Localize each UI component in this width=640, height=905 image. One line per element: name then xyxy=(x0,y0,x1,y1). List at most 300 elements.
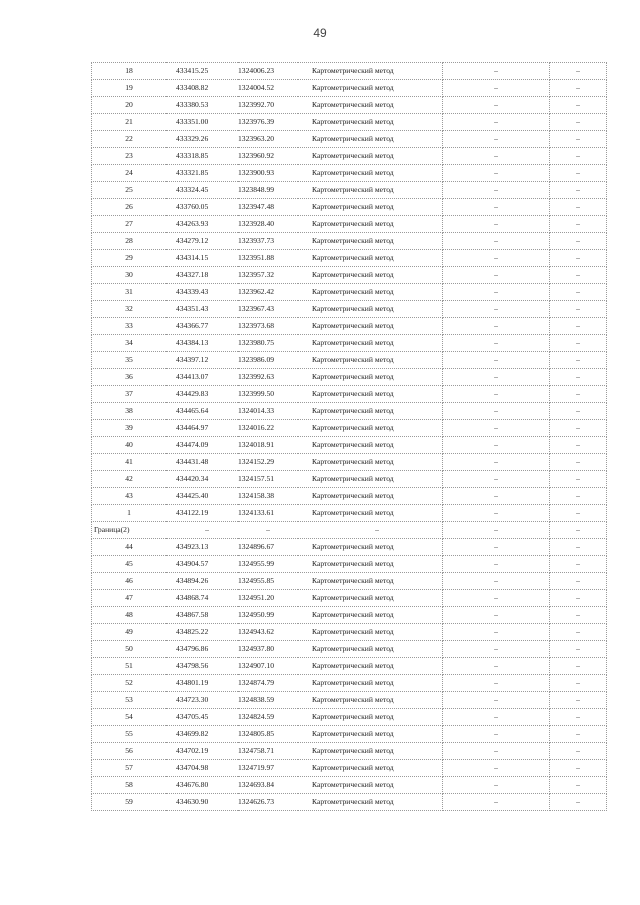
point-number: 39 xyxy=(92,420,167,437)
point-y: 1323900.93 xyxy=(238,165,298,182)
point-number: 29 xyxy=(92,250,167,267)
point-number: 33 xyxy=(92,318,167,335)
point-col-a: – xyxy=(443,675,550,692)
point-col-b: – xyxy=(550,743,607,760)
point-col-b: – xyxy=(550,709,607,726)
point-y: 1323963.20 xyxy=(238,131,298,148)
point-col-b: – xyxy=(550,267,607,284)
point-col-b: – xyxy=(550,233,607,250)
point-method: Картометрический метод xyxy=(298,658,443,675)
point-x: 434894.26 xyxy=(166,573,238,590)
point-col-b: – xyxy=(550,573,607,590)
point-y: 1323967.43 xyxy=(238,301,298,318)
point-col-b: – xyxy=(550,386,607,403)
point-y: 1324158.38 xyxy=(238,488,298,505)
point-col-b: – xyxy=(550,148,607,165)
point-col-b: – xyxy=(550,726,607,743)
point-y: 1323973.68 xyxy=(238,318,298,335)
point-method: Картометрический метод xyxy=(298,267,443,284)
point-y: 1323947.48 xyxy=(238,199,298,216)
point-y: 1324626.73 xyxy=(238,794,298,811)
point-col-a: – xyxy=(443,420,550,437)
point-y: 1324157.51 xyxy=(238,471,298,488)
table-row xyxy=(92,335,607,352)
point-x: 434702.19 xyxy=(166,743,238,760)
table-row xyxy=(92,63,607,80)
point-x: 433321.85 xyxy=(166,165,238,182)
point-method: Картометрический метод xyxy=(298,250,443,267)
point-x: 434465.64 xyxy=(166,403,238,420)
point-method: Картометрический метод xyxy=(298,386,443,403)
point-col-a: – xyxy=(443,148,550,165)
point-col-a: – xyxy=(443,199,550,216)
point-y: 1324896.67 xyxy=(238,539,298,556)
point-number: 41 xyxy=(92,454,167,471)
point-x: 434122.19 xyxy=(166,505,238,522)
point-number: 35 xyxy=(92,352,167,369)
table-row xyxy=(92,743,607,760)
point-method: Картометрический метод xyxy=(298,488,443,505)
point-x: 434339.43 xyxy=(166,284,238,301)
point-y: 1323999.50 xyxy=(238,386,298,403)
point-method: Картометрический метод xyxy=(298,216,443,233)
point-number: 54 xyxy=(92,709,167,726)
point-col-b: – xyxy=(550,556,607,573)
point-x: 433318.85 xyxy=(166,148,238,165)
point-method: Картометрический метод xyxy=(298,726,443,743)
point-method: Картометрический метод xyxy=(298,97,443,114)
point-number: 40 xyxy=(92,437,167,454)
point-col-b: – xyxy=(550,420,607,437)
point-method: Картометрический метод xyxy=(298,352,443,369)
point-number: 31 xyxy=(92,284,167,301)
table-row xyxy=(92,386,607,403)
point-method: Картометрический метод xyxy=(298,199,443,216)
point-number: 28 xyxy=(92,233,167,250)
point-col-a: – xyxy=(443,471,550,488)
table-row xyxy=(92,131,607,148)
boundary-label: Граница(2) xyxy=(92,522,167,539)
point-col-a: – xyxy=(443,505,550,522)
point-method: Картометрический метод xyxy=(298,692,443,709)
point-method: – xyxy=(298,522,443,539)
point-y: 1323986.09 xyxy=(238,352,298,369)
point-col-a: – xyxy=(443,233,550,250)
point-col-a: – xyxy=(443,182,550,199)
point-col-a: – xyxy=(443,692,550,709)
point-col-b: – xyxy=(550,131,607,148)
table-row xyxy=(92,488,607,505)
point-method: Картометрический метод xyxy=(298,743,443,760)
point-col-a: – xyxy=(443,760,550,777)
table-row xyxy=(92,284,607,301)
table-row xyxy=(92,437,607,454)
point-method: Картометрический метод xyxy=(298,760,443,777)
point-col-b: – xyxy=(550,403,607,420)
point-x: 434429.83 xyxy=(166,386,238,403)
point-x: 433380.53 xyxy=(166,97,238,114)
point-number: 55 xyxy=(92,726,167,743)
point-number: 50 xyxy=(92,641,167,658)
point-col-b: – xyxy=(550,760,607,777)
point-number: 48 xyxy=(92,607,167,624)
table-row xyxy=(92,403,607,420)
point-number: 30 xyxy=(92,267,167,284)
point-col-a: – xyxy=(443,743,550,760)
table-row xyxy=(92,369,607,386)
coordinates-table xyxy=(91,62,607,811)
table-row xyxy=(92,590,607,607)
point-x: 434825.22 xyxy=(166,624,238,641)
point-y: 1324016.22 xyxy=(238,420,298,437)
point-col-b: – xyxy=(550,692,607,709)
point-col-a: – xyxy=(443,63,550,80)
point-number: 43 xyxy=(92,488,167,505)
table-row xyxy=(92,148,607,165)
point-col-a: – xyxy=(443,284,550,301)
point-col-b: – xyxy=(550,471,607,488)
point-x: 434327.18 xyxy=(166,267,238,284)
table-row xyxy=(92,454,607,471)
point-col-a: – xyxy=(443,573,550,590)
point-number: 59 xyxy=(92,794,167,811)
table-row xyxy=(92,624,607,641)
coordinates-table-body xyxy=(92,63,607,811)
point-x: 434397.12 xyxy=(166,352,238,369)
point-col-a: – xyxy=(443,624,550,641)
point-number: 38 xyxy=(92,403,167,420)
point-method: Картометрический метод xyxy=(298,114,443,131)
point-col-a: – xyxy=(443,590,550,607)
point-method: Картометрический метод xyxy=(298,131,443,148)
point-x: 434384.13 xyxy=(166,335,238,352)
point-y: 1324950.99 xyxy=(238,607,298,624)
point-x: 434263.93 xyxy=(166,216,238,233)
point-col-b: – xyxy=(550,63,607,80)
point-method: Картометрический метод xyxy=(298,471,443,488)
point-col-b: – xyxy=(550,658,607,675)
point-col-a: – xyxy=(443,488,550,505)
point-col-a: – xyxy=(443,726,550,743)
table-row xyxy=(92,471,607,488)
point-col-a: – xyxy=(443,131,550,148)
table-row xyxy=(92,301,607,318)
point-method: Картометрический метод xyxy=(298,63,443,80)
point-method: Картометрический метод xyxy=(298,148,443,165)
point-col-b: – xyxy=(550,369,607,386)
point-number: 27 xyxy=(92,216,167,233)
point-col-a: – xyxy=(443,352,550,369)
point-y: 1323992.70 xyxy=(238,97,298,114)
point-number: 45 xyxy=(92,556,167,573)
table-row xyxy=(92,216,607,233)
point-y: – xyxy=(238,522,298,539)
point-number: 42 xyxy=(92,471,167,488)
point-col-b: – xyxy=(550,250,607,267)
point-number: 26 xyxy=(92,199,167,216)
point-col-b: – xyxy=(550,539,607,556)
point-x: – xyxy=(166,522,238,539)
point-x: 434723.30 xyxy=(166,692,238,709)
table-row xyxy=(92,794,607,811)
point-col-a: – xyxy=(443,335,550,352)
point-number: 53 xyxy=(92,692,167,709)
point-y: 1324693.84 xyxy=(238,777,298,794)
point-col-b: – xyxy=(550,624,607,641)
point-x: 434413.07 xyxy=(166,369,238,386)
page-number: 49 xyxy=(313,26,327,40)
point-y: 1324955.99 xyxy=(238,556,298,573)
point-y: 1324014.33 xyxy=(238,403,298,420)
point-col-b: – xyxy=(550,777,607,794)
point-method: Картометрический метод xyxy=(298,641,443,658)
point-col-a: – xyxy=(443,556,550,573)
table-row xyxy=(92,709,607,726)
point-method: Картометрический метод xyxy=(298,318,443,335)
point-method: Картометрический метод xyxy=(298,573,443,590)
point-col-a: – xyxy=(443,386,550,403)
table-row xyxy=(92,267,607,284)
point-col-a: – xyxy=(443,80,550,97)
point-number: 20 xyxy=(92,97,167,114)
table-row xyxy=(92,182,607,199)
point-col-a: – xyxy=(443,165,550,182)
point-y: 1324004.52 xyxy=(238,80,298,97)
point-col-b: – xyxy=(550,114,607,131)
point-x: 434798.56 xyxy=(166,658,238,675)
point-col-b: – xyxy=(550,216,607,233)
point-method: Картометрический метод xyxy=(298,454,443,471)
point-method: Картометрический метод xyxy=(298,335,443,352)
point-x: 434314.15 xyxy=(166,250,238,267)
table-row xyxy=(92,97,607,114)
point-y: 1323928.40 xyxy=(238,216,298,233)
point-number: 56 xyxy=(92,743,167,760)
point-x: 434705.45 xyxy=(166,709,238,726)
point-number: 24 xyxy=(92,165,167,182)
table-row xyxy=(92,80,607,97)
point-y: 1324006.23 xyxy=(238,63,298,80)
point-x: 433324.45 xyxy=(166,182,238,199)
point-method: Картометрический метод xyxy=(298,777,443,794)
point-x: 434420.34 xyxy=(166,471,238,488)
point-col-a: – xyxy=(443,607,550,624)
point-col-a: – xyxy=(443,437,550,454)
point-y: 1324152.29 xyxy=(238,454,298,471)
point-number: 57 xyxy=(92,760,167,777)
point-x: 434923.13 xyxy=(166,539,238,556)
point-col-b: – xyxy=(550,607,607,624)
point-x: 433329.26 xyxy=(166,131,238,148)
table-row xyxy=(92,641,607,658)
table-row xyxy=(92,658,607,675)
point-x: 434630.90 xyxy=(166,794,238,811)
point-x: 434425.40 xyxy=(166,488,238,505)
table-row xyxy=(92,692,607,709)
point-col-a: – xyxy=(443,539,550,556)
point-col-a: – xyxy=(443,97,550,114)
point-number: 19 xyxy=(92,80,167,97)
point-x: 434676.80 xyxy=(166,777,238,794)
point-y: 1324937.80 xyxy=(238,641,298,658)
point-x: 434796.86 xyxy=(166,641,238,658)
point-col-a: – xyxy=(443,318,550,335)
point-number: 34 xyxy=(92,335,167,352)
point-method: Картометрический метод xyxy=(298,420,443,437)
point-y: 1323937.73 xyxy=(238,233,298,250)
point-col-b: – xyxy=(550,488,607,505)
point-x: 434279.12 xyxy=(166,233,238,250)
point-x: 434904.57 xyxy=(166,556,238,573)
point-y: 1323976.39 xyxy=(238,114,298,131)
point-y: 1324719.97 xyxy=(238,760,298,777)
point-x: 434474.09 xyxy=(166,437,238,454)
point-number: 51 xyxy=(92,658,167,675)
point-col-b: – xyxy=(550,675,607,692)
point-col-b: – xyxy=(550,335,607,352)
point-col-a: – xyxy=(443,658,550,675)
point-method: Картометрический метод xyxy=(298,369,443,386)
point-col-b: – xyxy=(550,505,607,522)
point-col-b: – xyxy=(550,97,607,114)
point-col-b: – xyxy=(550,318,607,335)
point-col-b: – xyxy=(550,80,607,97)
table-row xyxy=(92,675,607,692)
table-row xyxy=(92,573,607,590)
point-x: 434801.19 xyxy=(166,675,238,692)
point-number: 47 xyxy=(92,590,167,607)
point-y: 1323848.99 xyxy=(238,182,298,199)
point-y: 1324018.91 xyxy=(238,437,298,454)
table-row xyxy=(92,165,607,182)
point-col-b: – xyxy=(550,454,607,471)
point-x: 434867.58 xyxy=(166,607,238,624)
table-row xyxy=(92,114,607,131)
point-y: 1324943.62 xyxy=(238,624,298,641)
point-col-b: – xyxy=(550,284,607,301)
point-col-b: – xyxy=(550,590,607,607)
point-y: 1324133.61 xyxy=(238,505,298,522)
point-method: Картометрический метод xyxy=(298,284,443,301)
table-row xyxy=(92,777,607,794)
point-col-b: – xyxy=(550,165,607,182)
point-x: 434868.74 xyxy=(166,590,238,607)
point-col-a: – xyxy=(443,794,550,811)
table-row xyxy=(92,352,607,369)
point-method: Картометрический метод xyxy=(298,709,443,726)
point-number: 58 xyxy=(92,777,167,794)
table-row xyxy=(92,505,607,522)
point-y: 1323957.32 xyxy=(238,267,298,284)
point-number: 46 xyxy=(92,573,167,590)
point-x: 433351.00 xyxy=(166,114,238,131)
point-method: Картометрический метод xyxy=(298,624,443,641)
point-col-a: – xyxy=(443,641,550,658)
point-y: 1324824.59 xyxy=(238,709,298,726)
point-number: 18 xyxy=(92,63,167,80)
point-number: 1 xyxy=(92,505,167,522)
point-method: Картометрический метод xyxy=(298,80,443,97)
point-x: 434464.97 xyxy=(166,420,238,437)
point-col-a: – xyxy=(443,709,550,726)
point-method: Картометрический метод xyxy=(298,437,443,454)
point-x: 434366.77 xyxy=(166,318,238,335)
point-method: Картометрический метод xyxy=(298,539,443,556)
table-row xyxy=(92,233,607,250)
point-number: 23 xyxy=(92,148,167,165)
point-col-b: – xyxy=(550,437,607,454)
table-row xyxy=(92,556,607,573)
point-y: 1323992.63 xyxy=(238,369,298,386)
point-number: 36 xyxy=(92,369,167,386)
point-col-a: – xyxy=(443,369,550,386)
point-y: 1324907.10 xyxy=(238,658,298,675)
point-x: 433408.82 xyxy=(166,80,238,97)
point-y: 1323962.42 xyxy=(238,284,298,301)
point-col-b: – xyxy=(550,352,607,369)
point-y: 1324874.79 xyxy=(238,675,298,692)
point-col-b: – xyxy=(550,794,607,811)
point-col-a: – xyxy=(443,216,550,233)
point-method: Картометрический метод xyxy=(298,607,443,624)
point-method: Картометрический метод xyxy=(298,505,443,522)
point-y: 1324758.71 xyxy=(238,743,298,760)
table-row xyxy=(92,539,607,556)
point-col-b: – xyxy=(550,182,607,199)
point-number: 32 xyxy=(92,301,167,318)
point-col-a: – xyxy=(443,522,550,539)
point-method: Картометрический метод xyxy=(298,556,443,573)
table-row xyxy=(92,726,607,743)
point-x: 433760.05 xyxy=(166,199,238,216)
point-col-a: – xyxy=(443,114,550,131)
point-col-a: – xyxy=(443,267,550,284)
point-number: 49 xyxy=(92,624,167,641)
point-number: 21 xyxy=(92,114,167,131)
point-method: Картометрический метод xyxy=(298,794,443,811)
point-y: 1323960.92 xyxy=(238,148,298,165)
point-number: 22 xyxy=(92,131,167,148)
table-row xyxy=(92,607,607,624)
point-col-a: – xyxy=(443,403,550,420)
point-method: Картометрический метод xyxy=(298,675,443,692)
point-y: 1324838.59 xyxy=(238,692,298,709)
point-x: 434431.48 xyxy=(166,454,238,471)
point-number: 44 xyxy=(92,539,167,556)
point-col-a: – xyxy=(443,777,550,794)
point-col-b: – xyxy=(550,301,607,318)
point-method: Картометрический метод xyxy=(298,182,443,199)
point-y: 1324805.85 xyxy=(238,726,298,743)
table-row xyxy=(92,760,607,777)
point-col-a: – xyxy=(443,301,550,318)
table-row xyxy=(92,199,607,216)
point-number: 25 xyxy=(92,182,167,199)
point-method: Картометрический метод xyxy=(298,233,443,250)
point-x: 434351.43 xyxy=(166,301,238,318)
point-method: Картометрический метод xyxy=(298,165,443,182)
point-y: 1323951.88 xyxy=(238,250,298,267)
table-row xyxy=(92,420,607,437)
point-y: 1324955.85 xyxy=(238,573,298,590)
point-x: 434699.82 xyxy=(166,726,238,743)
point-number: 52 xyxy=(92,675,167,692)
point-method: Картометрический метод xyxy=(298,301,443,318)
point-y: 1324951.20 xyxy=(238,590,298,607)
point-number: 37 xyxy=(92,386,167,403)
point-col-b: – xyxy=(550,522,607,539)
point-col-a: – xyxy=(443,250,550,267)
